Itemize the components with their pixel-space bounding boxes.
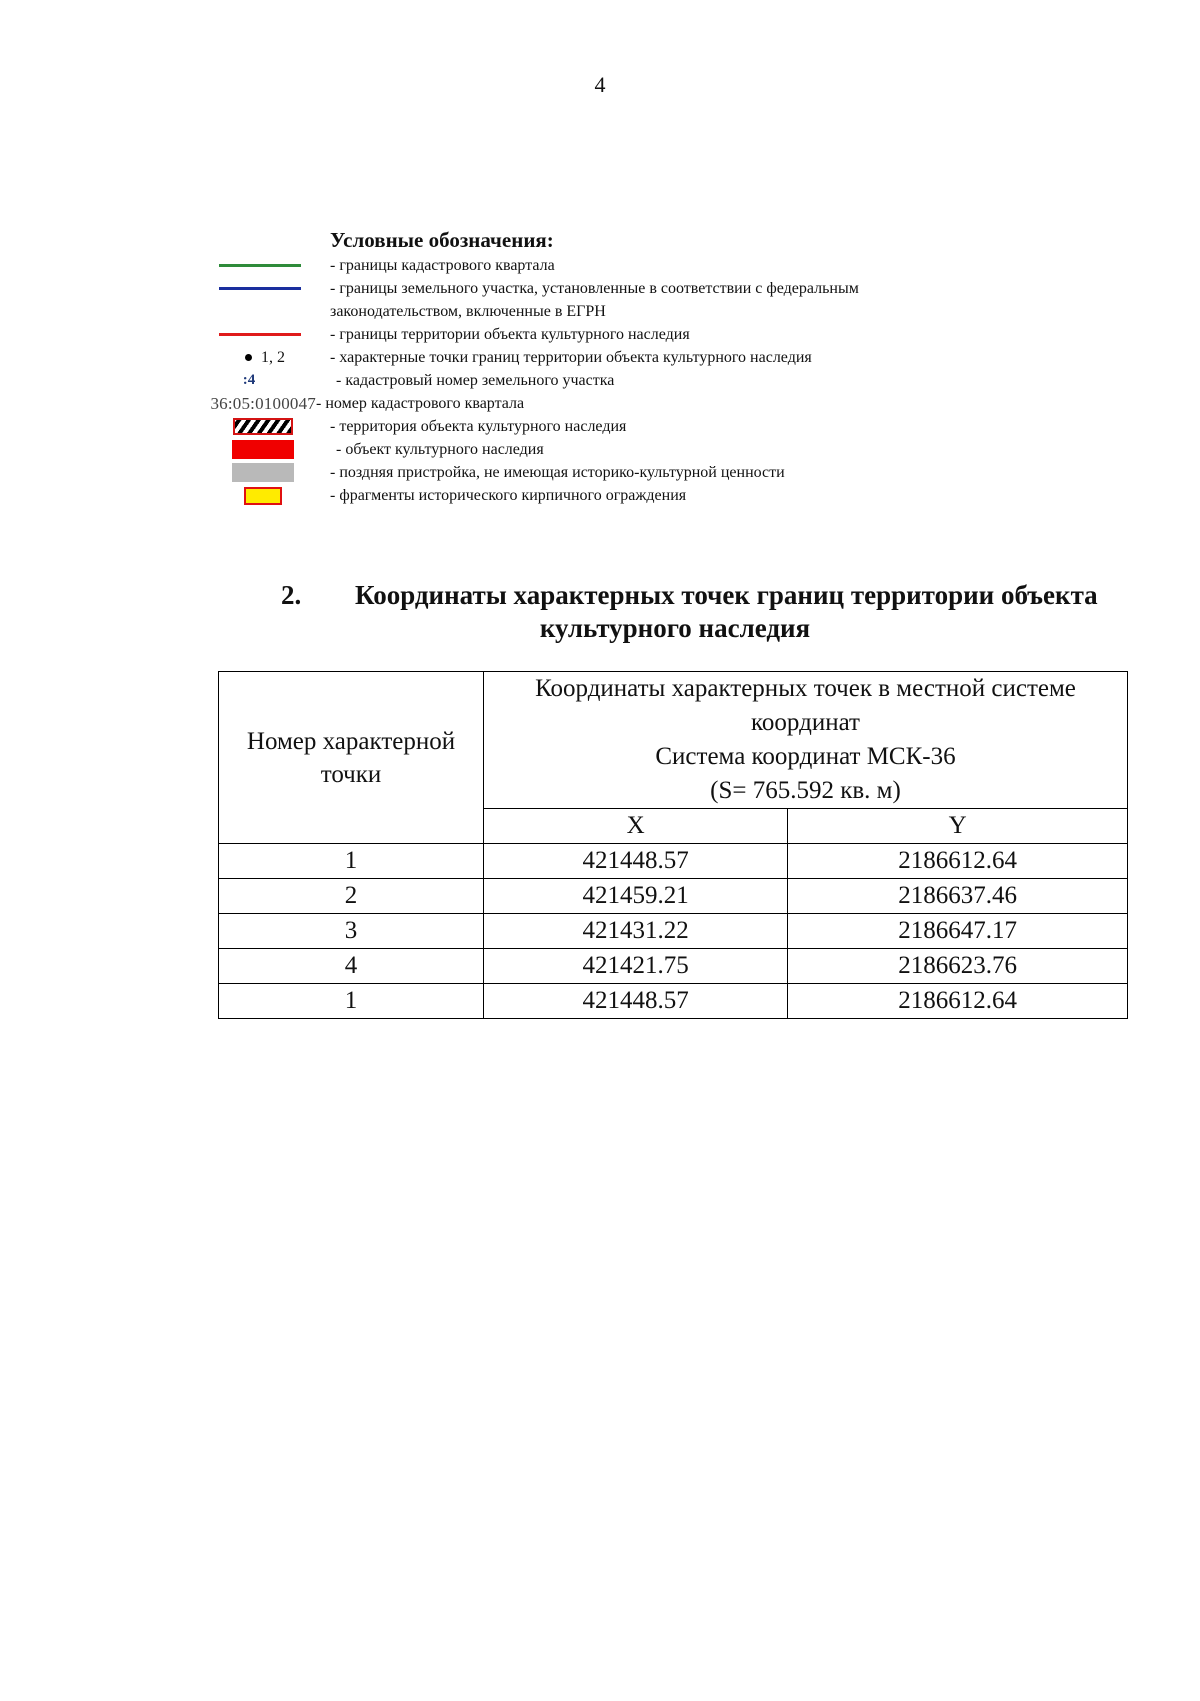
cell-point: 1 <box>219 984 484 1019</box>
legend-item-heritage-territory <box>180 415 1040 438</box>
cell-x: 421421.75 <box>484 949 788 984</box>
cell-y: 2186612.64 <box>788 984 1128 1019</box>
legend-item-parcel-boundary <box>180 277 1040 300</box>
yellow-box-icon <box>244 487 282 505</box>
cell-point: 3 <box>219 914 484 949</box>
legend-item-quarter-number <box>180 392 1040 415</box>
header-x: X <box>484 809 788 844</box>
blue-line-icon <box>219 287 301 290</box>
cell-y: 2186623.76 <box>788 949 1128 984</box>
legend-item-quarter-boundary <box>180 254 1040 277</box>
cell-x: 421431.22 <box>484 914 788 949</box>
page-number: 4 <box>594 72 606 97</box>
legend-text: - границы кадастрового квартала <box>330 257 555 274</box>
legend-text: - характерные точки границ территории объекта культурного наследия <box>330 349 812 366</box>
legend-item-heritage-boundary <box>180 323 1040 346</box>
cell-y: 2186637.46 <box>788 879 1128 914</box>
legend-text: - кадастровый номер земельного участка <box>336 372 615 389</box>
header-y: Y <box>788 809 1128 844</box>
legend-text: - номер кадастрового квартала <box>316 395 525 412</box>
header-coordinates <box>484 672 1128 809</box>
legend-text: - фрагменты исторического кирпичного ограждения <box>330 487 687 504</box>
cell-point: 2 <box>219 879 484 914</box>
legend-text: - объект культурного наследия <box>336 441 544 458</box>
quarter-number-symbol: 36:05:0100047 <box>210 394 316 413</box>
green-line-icon <box>219 264 301 267</box>
section-title-line2: культурного наследия <box>539 613 811 643</box>
legend-item-fence-fragments <box>180 484 1040 507</box>
point-labels: 1, 2 <box>261 349 285 366</box>
hatched-box-icon <box>233 418 293 435</box>
header-coords-line2: Система координат МСК-36 <box>655 743 956 770</box>
cell-x: 421448.57 <box>484 984 788 1019</box>
header-coords-line1: Координаты характерных точек в местной системе координат <box>535 675 1076 736</box>
coordinates-table <box>218 671 1128 1019</box>
legend-text: - территория объекта культурного наследия <box>330 418 627 435</box>
header-point-number: Номер характерной точки <box>219 672 484 844</box>
legend-item-late-annex <box>180 461 1040 484</box>
legend-text: законодательством, включенные в ЕГРН <box>330 303 606 320</box>
table-row <box>219 844 1128 879</box>
cell-y: 2186647.17 <box>788 914 1128 949</box>
legend-item-characteristic-points <box>180 346 1040 369</box>
red-line-icon <box>219 333 301 336</box>
grey-box-icon <box>232 463 294 482</box>
table-header-row <box>219 672 1128 809</box>
red-box-icon <box>232 440 294 459</box>
point-dot-icon <box>245 354 252 361</box>
cell-y: 2186612.64 <box>788 844 1128 879</box>
legend-text: - границы земельного участка, установленные в соответствии с федеральным <box>330 280 859 297</box>
parcel-number-symbol: :4 <box>242 372 256 388</box>
table-row <box>219 914 1128 949</box>
table-row <box>219 984 1128 1019</box>
cell-x: 421448.57 <box>484 844 788 879</box>
cell-x: 421459.21 <box>484 879 788 914</box>
legend-item-heritage-object <box>180 438 1040 461</box>
section-number: 2. <box>281 580 302 610</box>
table-row <box>219 879 1128 914</box>
legend <box>180 228 1040 507</box>
legend-text: - поздняя пристройка, не имеющая историко-культурной ценности <box>330 464 785 481</box>
legend-item-parcel-number <box>180 369 1040 392</box>
legend-item-continuation <box>180 300 1040 323</box>
cell-point: 4 <box>219 949 484 984</box>
table-row <box>219 949 1128 984</box>
header-coords-line3: (S= 765.592 кв. м) <box>710 777 901 804</box>
section-title-line1: Координаты характерных точек границ территории объекта <box>355 580 1098 610</box>
cell-point: 1 <box>219 844 484 879</box>
legend-text: - границы территории объекта культурного наследия <box>330 326 690 343</box>
legend-title: Условные обозначения: <box>330 228 554 252</box>
